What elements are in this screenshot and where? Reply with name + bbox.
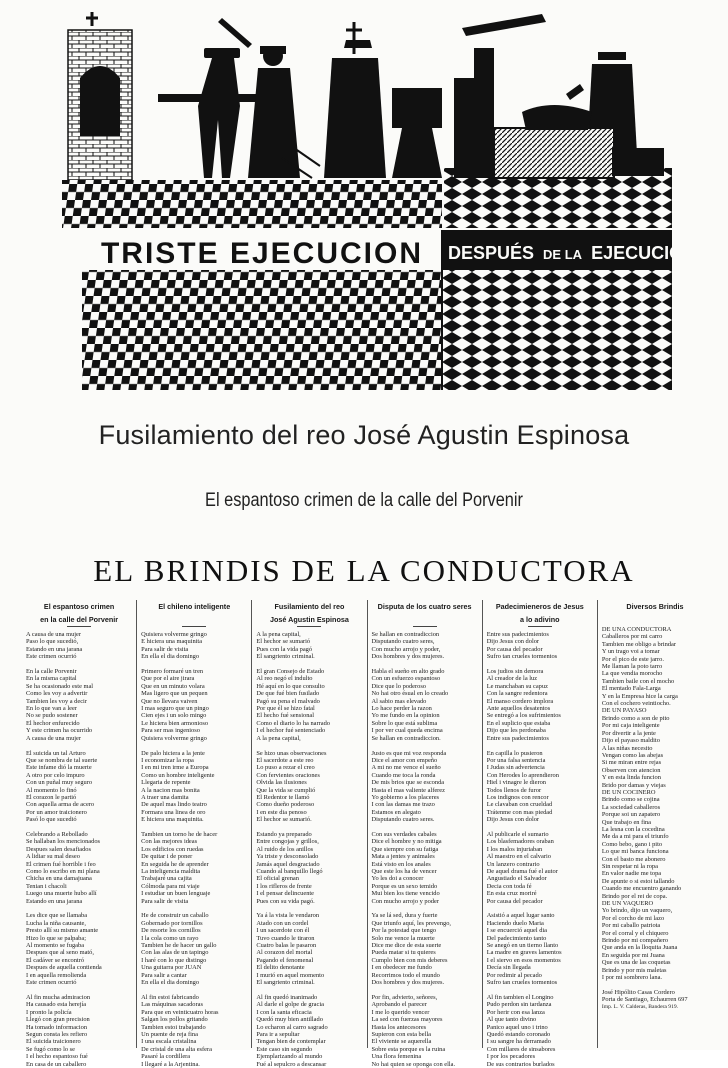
poem-column-1 — [22, 600, 136, 1068]
poem-column-5 — [482, 600, 597, 1068]
heading-rule — [67, 626, 91, 627]
main-title: Fusilamiento del reo José Agustin Espinosa — [98, 420, 630, 450]
right-banner-word-2: DE LA — [543, 247, 583, 262]
column-heading: El espantoso crimen en la calle del Porvenir — [40, 602, 119, 624]
poem-column-2 — [136, 600, 251, 1068]
column-verses: Quisiera volverme gringo E hiciera una maquinita Para salir de visita En ella el dia domingo Primero formaré un tren Que por el aire jirara Que en un minuto volara Mas ligero que un pequen Que no llevara vaiven I mas seguro que un pingo Cien ejes i un solo mingo Le hiciera bien armonioso Para ser mas ingenioso Quisiera volverme gringo De palo hiciera a la jente I economizar la ropa I en mi tren irme a Europa Como un hombre inteligente Llegaria de repente A la nacion mas bonita A traer una damita De aquel mas lindo teatro Formara una linea de oro E hiciera una maquinita. Tambien un torno he de hacer Con las mejores ideas Los edificios con ruedas De quitar i de poner En seguida he de aprender La inteligencia maldita Trabajaré una cajita Cólmoda para mi viaje I estudiar un buen lenguaje Para salir de visita He de construir un caballo Gobernado por tornillos De resorte los cornillos I la cola como un rayo Tambien he de hacer un gallo Con las alas de un tapingo I haré con lo que distingo Una guitarra por JUAN Para salir a cantar En ella el dia domingo Al fin estoi fabricando Las máquinas sacadoras Para que en veinticuatro horas Salgan los pollos gritando Tambien estoi trabajando Un puente de reja fina I una escala cristalina De cristal de una alta esfera Pasaré la cordillera I llegaré a la Arjentina. — [141, 631, 219, 1068]
right-banner-word-1: DESPUÉS — [448, 243, 535, 263]
heading-rule — [528, 626, 552, 627]
left-banner-label: TRISTE EJECUCION — [100, 237, 424, 270]
heading-rule — [413, 626, 437, 627]
woodcut-illustration — [62, 8, 697, 390]
column-verses: Entre sus padecimientos Dijo Jesus con dolor Por causa del pecador Sufro tan crueles tormentos Los judios sin demora Al creador de la luz Le manchaban su capuz Con la sangre redentora El manso cordero implora Ante aquellos desatentos Se entregó a los sufrimientos En el suplicio que estaba Dijo que les perdonaba Entre sus padecimientos En capilla lo pusieron Por una falsa sentencia I Judas sin advertencia Con Herodes lo aprendieron Hiel i vinagre le dieron Todos llenos de furor Los indignos con rencor Le clavaban con crueldad Trátenme con mas piedad Dijo Jesus con dolor Al publicarle el sumario Los blasfemadores oraban I los malos injuriaban Al maestro en el calvario Un lanzero contrario De aquel drama fué el autor Angustiado el Salvador Decia con toda fé En esta cruz moriré Por causa del pecador Asistió a aquel lugar santo Haciendo duelo Maria I se encuerció aquel dia Del padecimiento tanto Se anegó en un tierno llanto La madre en graves lamentos I el siervo en esos momentos Decía sin llegada Por redimir al pecado Sufro tan crueles tormentos Al fin tambien el Longino Pudo perdon sin tardanza Por herir con esa lanza Al que tanto divino Panico aquel uno i trino Quedó estando coronado I su sangre ha derramado Con millares de sinsabores I por los pecadores De sus contrarios burlados — [486, 631, 562, 1068]
poem-column-3 — [251, 600, 366, 1068]
brindis-title: EL BRINDIS DE LA CONDUCTORA — [93, 553, 635, 588]
printer-imprint: Imp. L. V. Calderas, Bandera 919. — [601, 1003, 679, 1010]
poem-column-6 — [597, 600, 712, 1048]
sub-title: El espantoso crimen de la calle del Porvenir — [205, 490, 523, 511]
column-heading: El chileno inteligente — [158, 602, 231, 611]
column-verses: A la pena capital, El hechor se sumarió Pues con la vida pagó El sangriento criminal. El gran Consejo de Estado Al reo negó el indulto Hé aquí en lo que consulto De que fué bien fusilado Pagó su pena el malvado Por que él se hizo fatal El hecho fué sensional Como el diario lo ha narrado I el hechor fué sentenciado A la pena capital, Se hizo unas observaciones El sacerdote a este reo Lo puso a rezar el creo Con fervientes oraciones Olvida las ilusiones Que la vida se cumplió El Redentor te llamó Como dueño poderoso I en este dia penoso El hechor se sumarió. Estando ya preparado Entre congojas y grillos, Al ruido de los anillos Ya triste y desconsolado Jamás aquel desgraciado Cuando al banquillo llegó El oficial grenan I los rifleros de frente I el pensar delincuente Pues con su vida pagó. Ya á la vista le vendaron Atado con un cordel I un sacerdote con él Tuvo cuando le tiraron Cuatro balas le pasaron Al corazon del mortal Pagando el fenomenal El delito denotante I murió en aquel momento El sangriento criminal. Al fin quedó inanimado Al darle el golpe de gracia I con la santa eficacia Quedó muy bien antillado Lo echaron al carro sagrado Para ir a sepultar Tengan bien de contemplar Este caso sin segundo Ejemplarizando al mundo Fué al sepulcro a descansar — [256, 631, 330, 1068]
heading-rule — [297, 626, 321, 627]
column-heading: Fusilamiento del reo José Agustin Espinosa — [270, 602, 349, 624]
column-verses: Se hallan en contradiccion Disputando cuatro seres, Con mucho arrojo y poder, Dos hombres y dos mujeres. Habla el sueño en alto grado Con un esfuerzo espantoso Dice que lo poderoso No hai otro ésual en lo creado Al sabio mas elevado Lo hace perder la razon Yo me fundo en la opinion Sobre lo que está sublima I por ver cual queda encima Se hallan en contradiccion. Justo es que mi voz responda Dice el amor con empeño A mi no me vence el sueño Cuando me toca la ronda De mis brios que se esconda Hasta el mas valiente alferez Yo gobierno a los placeres I con las damas me trazo Estamos en alegato Disputando cuatro seres. Con sus verdades cabales Dice el hombre y no mitiga Que siempre con su fatiga Mata a jentes y animales Está visto en los anales Que este los ha de vencer Yo les doi a conocer Porque es un sexo temido Mui bien los tiene vencido Con mucho arrojo y poder Ya se lá sed, dura y fuerte Que triunfo aquí, les prevengo, Por la potestad que tengo Solo me vence la muerte Dice me dice de esta suerte Pueda matar si tu quieres Cumplo bien con mis deberes I en obedecer me fundo Recorrimos todo el mundo Dos hombres y dos mujeres. Por fin, advierto, señores, Aprobando el parecer I me lo querido vencer La sed con fuerzas mayores Hasta los antecesores Supieron con esta bella El viviente se aquerella Sobre esta porque es la ruina Una flora femenina No hai quien se oponga con ella. — [371, 631, 456, 1068]
column-heading: Diversos Brindis — [626, 602, 684, 611]
heading-rule — [182, 626, 206, 627]
poem-column-4 — [367, 600, 482, 1068]
column-heading: Disputa de los cuatro seres — [377, 602, 472, 611]
right-banner-word-3: EJECUCION — [591, 243, 697, 263]
poem-columns — [22, 600, 712, 1068]
column-verses: A causa de una mujer Paso lo que sucedió, Estando en una jarana Este crimen ocurrió En la calle Porvenir En la misma capital Se ha ocasionado este mal Como les voy a advertir Tambien les voy a decir En lo que van a leer No se pudo sostener El hechor enfurecido Y este crimen ha ocurrido A causa de una mujer El suicida un tal Arturo Que se nombra de tal suerte Este infame dió la muerte A otro por celo impuro Con un puñal muy seguro Al momento lo finó El corazon le partió Con aquella arma de acero Por un amor traicionero Pasó lo que sucedió Celebrando a Rebollado Se hallaban los mencionados Despues salen desafiados A lidiar su mal deseo El crimen fué horrible i feo Como lo escribo en mi plana Chicha en una damajuana Tenian i chacoli Luego una muerte hubo allí Estando en una jarana Les dice que se llamaba Lucha la niña causante, Presto allí su mismo amante Hizo lo que se palpaba; Al momento se fugaba Despues que al seno mató, El cadáver se encontró Despues de aquella contienda I en aquella remolienda Este crimen ocurrió Al fin mucha admiracion Ha causado esta herejía I pronto la policía Llegó con gran precision Ha tomado informacion Segun consta les refiero El suicida traicionero Se fugó como lo se I el hecho espantoso fué En casa de un caballero — [26, 631, 102, 1068]
column-verses: DE UNA CONDUCTORA Caballeros por mi carro Tambien me obligo a brindar Y un trago voi a tomar Por el pico de este jarro. Me llaman la poto tarro La que vendia morocho Tambien baile con el mocho El mentado Fala-Larga Y en la Empresa hice la carga Con el cochero veintiocho. DE UN PAYASO Brindo como a son de pito Por mi caja inteligente Por divertir a la jente Dijo el payaso maldito A las niñas necesito Vengan como las abejas Si me miran entre rejas Observen con atencion Y en esta linda funcion Brido por damas y viejas DE UN COCINERO Brindo como se cojina La sociedad caballeros Porque soi un zapatero Que trabajo en fina La lesna con la cocedina Me da a mi para el triunfo Como bebo, gano i pito Lo que mi banca funciona Con el basto me abonero Sin respetar ni la ropa En valor nadie me topa De apunte o si estoi tallando Cuando me encuentro ganando Brindo por el rei de copa. DE UN VAQUERO Yo brindo, dijo un vaquero, Por el corcho de mi lazo Por mi caballo patriota Por el corral y el chiquero Brindo por mi compañero Que anda en la lloquita Juana En seguida por mi Juana Que es una de las coquetas Brindo y por mis maletas I por mi sombrero lana. José Hipólito Casas Cordero Porta de Santiago, Echaurren 697 — [601, 626, 688, 1004]
column-heading: Padecimieneros de Jesus a lo adivino — [495, 602, 584, 624]
